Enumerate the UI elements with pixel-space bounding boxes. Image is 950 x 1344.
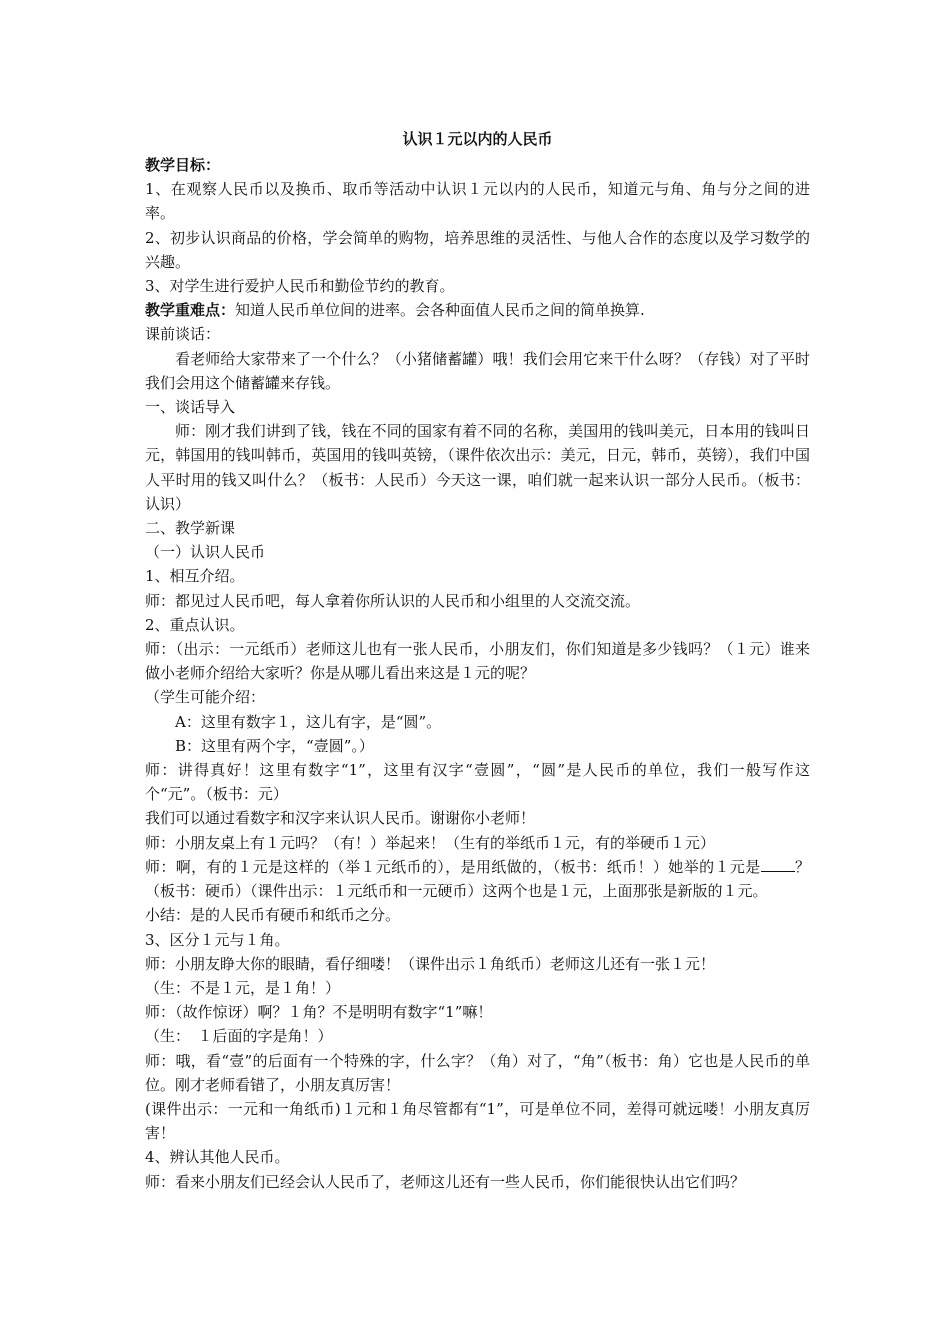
jiao-text: 师：哦，看“壹”的后面有一个特殊的字，什么字？（角）对了，“角”（板书：角）它也是人民币的单位。刚才老师看错了，小朋友真厉害！ [145, 1051, 810, 1094]
goal-1: 1、在观察人民币以及换币、取币等活动中认识１元以内的人民币，知道元与角、角与分之间的进率。 [145, 180, 810, 223]
goal-2: 2、初步认识商品的价格，学会简单的购物，培养思维的灵活性、与他人合作的态度以及学习数学的兴趣。 [145, 228, 810, 271]
teacher-surprise: 师：（故作惊讶）啊？１角？不是明明有数字“1”嘛！ [145, 1003, 493, 1022]
item-2-text: 师：（出示：一元纸币）老师这儿也有一张人民币，小朋友们，你们知道是多少钱吗？（１元）谁来做小老师介绍给大家听？你是从哪儿看出来这是１元的呢？ [145, 640, 810, 683]
paper-coin-text-a: 师：啊，有的１元是这样的（举１元纸币的），是用纸做的，（板书：纸币！）她举的１元是 [145, 857, 761, 876]
student-reply-1: （生：不是１元，是１角！） [145, 978, 341, 997]
key-points-text: 知道人民币单位间的进率。会各种面值人民币之间的简单换算. [235, 301, 645, 320]
key-points-label: 教学重难点： [145, 301, 236, 320]
goal-3: 3、对学生进行爱护人民币和勤俭节约的教育。 [145, 277, 455, 296]
item-3-heading: 3、区分１元与１角。 [145, 930, 290, 949]
item-4-heading: 4、辨认其他人民币。 [145, 1148, 290, 1167]
pretalk-heading: 课前谈话： [145, 325, 221, 344]
praise-text: 师：讲得真好！这里有数字“1”，这里有汉字“壹圆”，“圆”是人民币的单位，我们一般写作这个“元”。（板书：元） [145, 761, 810, 804]
section-2-heading: 二、教学新课 [145, 519, 236, 538]
item-1-text: 师：都见过人民币吧，每人拿着你所认识的人民币和小组里的人交流交流。 [145, 591, 641, 610]
section-1-text: 师：刚才我们讲到了钱，钱在不同的国家有着不同的名称，美国用的钱叫美元，日本用的钱叫日元，韩国用的钱叫韩币，英国用的钱叫英镑，（课件依次出示：美元，日元，韩币，英镑），我们中国人平时用的钱又叫什么？（板书：人民币）今天这一课，咱们就一起来认识一部分人民币。（板书：认识） [145, 422, 810, 513]
key-points [145, 298, 810, 322]
paper-coin-text [145, 855, 810, 903]
student-reply-2: （生： １后面的字是角！） [145, 1027, 333, 1046]
student-intro-b: B：这里有两个字，“壹圆”。） [175, 736, 374, 755]
section-1-heading: 一、谈话导入 [145, 398, 236, 417]
document-title: 认识１元以内的人民币 [402, 130, 553, 148]
fill-in-blank [761, 857, 795, 872]
desk-text: 师：小朋友桌上有１元吗？（有！）举起来！（生有的举纸币１元，有的举硬币１元） [145, 833, 716, 852]
subsection-1-heading: （一）认识人民币 [145, 543, 266, 562]
thanks-text: 我们可以通过看数字和汉字来认识人民币。谢谢你小老师！ [145, 809, 536, 828]
student-intro-open: （学生可能介绍： [145, 688, 266, 707]
item-1-heading: 1、相互介绍。 [145, 567, 245, 586]
item-4-text: 师：看来小朋友们已经会认人民币了，老师这儿还有一些人民币，你们能很快认出它们吗？ [145, 1172, 746, 1191]
goals-heading: 教学目标： [145, 156, 221, 174]
item-2-heading: 2、重点认识。 [145, 615, 245, 634]
student-intro-a: A：这里有数字１，这儿有字，是“圆”。 [175, 712, 442, 731]
pretalk-text: 看老师给大家带来了一个什么？（小猪储蓄罐）哦！我们会用它来干什么呀？（存钱）对了平时我们会用这个储蓄罐来存钱。 [145, 349, 810, 392]
compare-text: (课件出示：一元和一角纸币)１元和１角尽管都有“1”，可是单位不同，差得可就远喽！小朋友真厉害！ [145, 1099, 810, 1143]
summary-text: 小结：是的人民币有硬币和纸币之分。 [145, 906, 401, 925]
paper-coin-text-b: ？（板书：硬币）（课件出示：１元纸币和一元硬币）这两个也是１元，上面那张是新版的１元。 [145, 857, 810, 901]
document-page [145, 128, 810, 1194]
item-3-text: 师：小朋友睁大你的眼睛，看仔细喽！（课件出示１角纸币）老师这儿还有一张１元！ [145, 954, 716, 973]
